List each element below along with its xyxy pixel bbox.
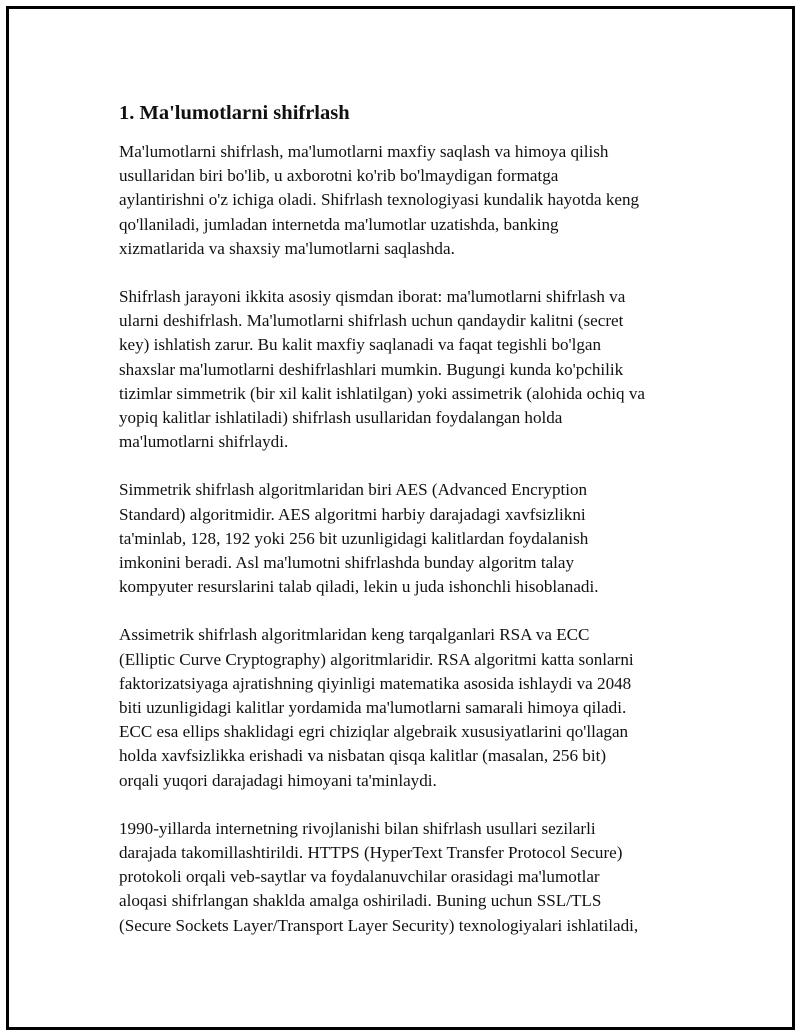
page-frame [6, 6, 795, 1030]
document-body [119, 100, 709, 962]
paragraph-history: 1990-yillarda internetning rivojlanishi bilan shifrlash usullari sezilarli darajada takomillashtirildi. HTTPS (HyperText Transfer Protocol Secure) protokoli orqali veb-saytlar va foydalanuvchilar orasidagi ma'lumotlar aloqasi shifrlangan shaklda amalga oshiriladi. Buning uchun SSL/TLS (Secure Sockets Layer/Transport Layer Security) texnologiyalari ishlatiladi, [119, 818, 639, 935]
paragraph-asymmetric: Assimetrik shifrlash algoritmlaridan keng tarqalganlari RSA va ECC (Elliptic Curve Cryptography) algoritmlaridir. RSA algoritmi katta sonlarni faktorizatsiyaga ajratishning qiyinligi matematika asosida ishlaydi va 2048 biti uzunligidagi kalitlar yordamida ma'lumotlarni samarali himoya qiladi. ECC esa ellips shaklidagi egri chiziqlar algebraik xususiyatlarini qo'llagan holda xavfsizlikka erishadi va nisbatan qisqa kalitlar (masalan, 256 bit) orqali yuqori darajadagi himoyani ta'minlaydi. [119, 625, 634, 790]
paragraph-intro: Ma'lumotlarni shifrlash, ma'lumotlarni maxfiy saqlash va himoya qilish usullaridan biri bo'lib, u axborotni ko'rib bo'lmaydigan formatga aylantirishni o'z ichiga oladi. Shifrlash texnologiyasi kundalik hayotda keng qo'llaniladi, jumladan internetda ma'lumotlar uzatishda, banking xizmatlarida va shaxsiy ma'lumotlarni saqlashda. [119, 142, 640, 258]
paragraph-symmetric: Simmetrik shifrlash algoritmlaridan biri AES (Advanced Encryption Standard) algoritmidir. AES algoritmi harbiy darajadagi xavfsizlikni ta'minlab, 128, 192 yoki 256 bit uzunligidagi kalitlardan foydalanish imkonini beradi. Asl ma'lumotni shifrlashda bunday algoritm talay kompyuter resurslarini talab qiladi, lekin u juda ishonchli hisoblanadi. [119, 480, 599, 597]
paragraph-process: Shifrlash jarayoni ikkita asosiy qismdan iborat: ma'lumotlarni shifrlash va ularni deshifrlash. Ma'lumotlarni shifrlash uchun qandaydir kalitni (secret key) ishlatish zarur. Bu kalit maxfiy saqlanadi va faqat tegishli bo'lgan shaxslar ma'lumotlarni deshifrlashlari mumkin. Bugungi kunda ko'pchilik tizimlar simmetrik (bir xil kalit ishlatilgan) yoki assimetrik (alohida ochiq va yopiq kalitlar ishlatiladi) shifrlash usullaridan foydalangan holda ma'lumotlarni shifrlaydi. [119, 287, 645, 452]
section-heading: 1. Ma'lumotlarni shifrlash [119, 102, 350, 124]
